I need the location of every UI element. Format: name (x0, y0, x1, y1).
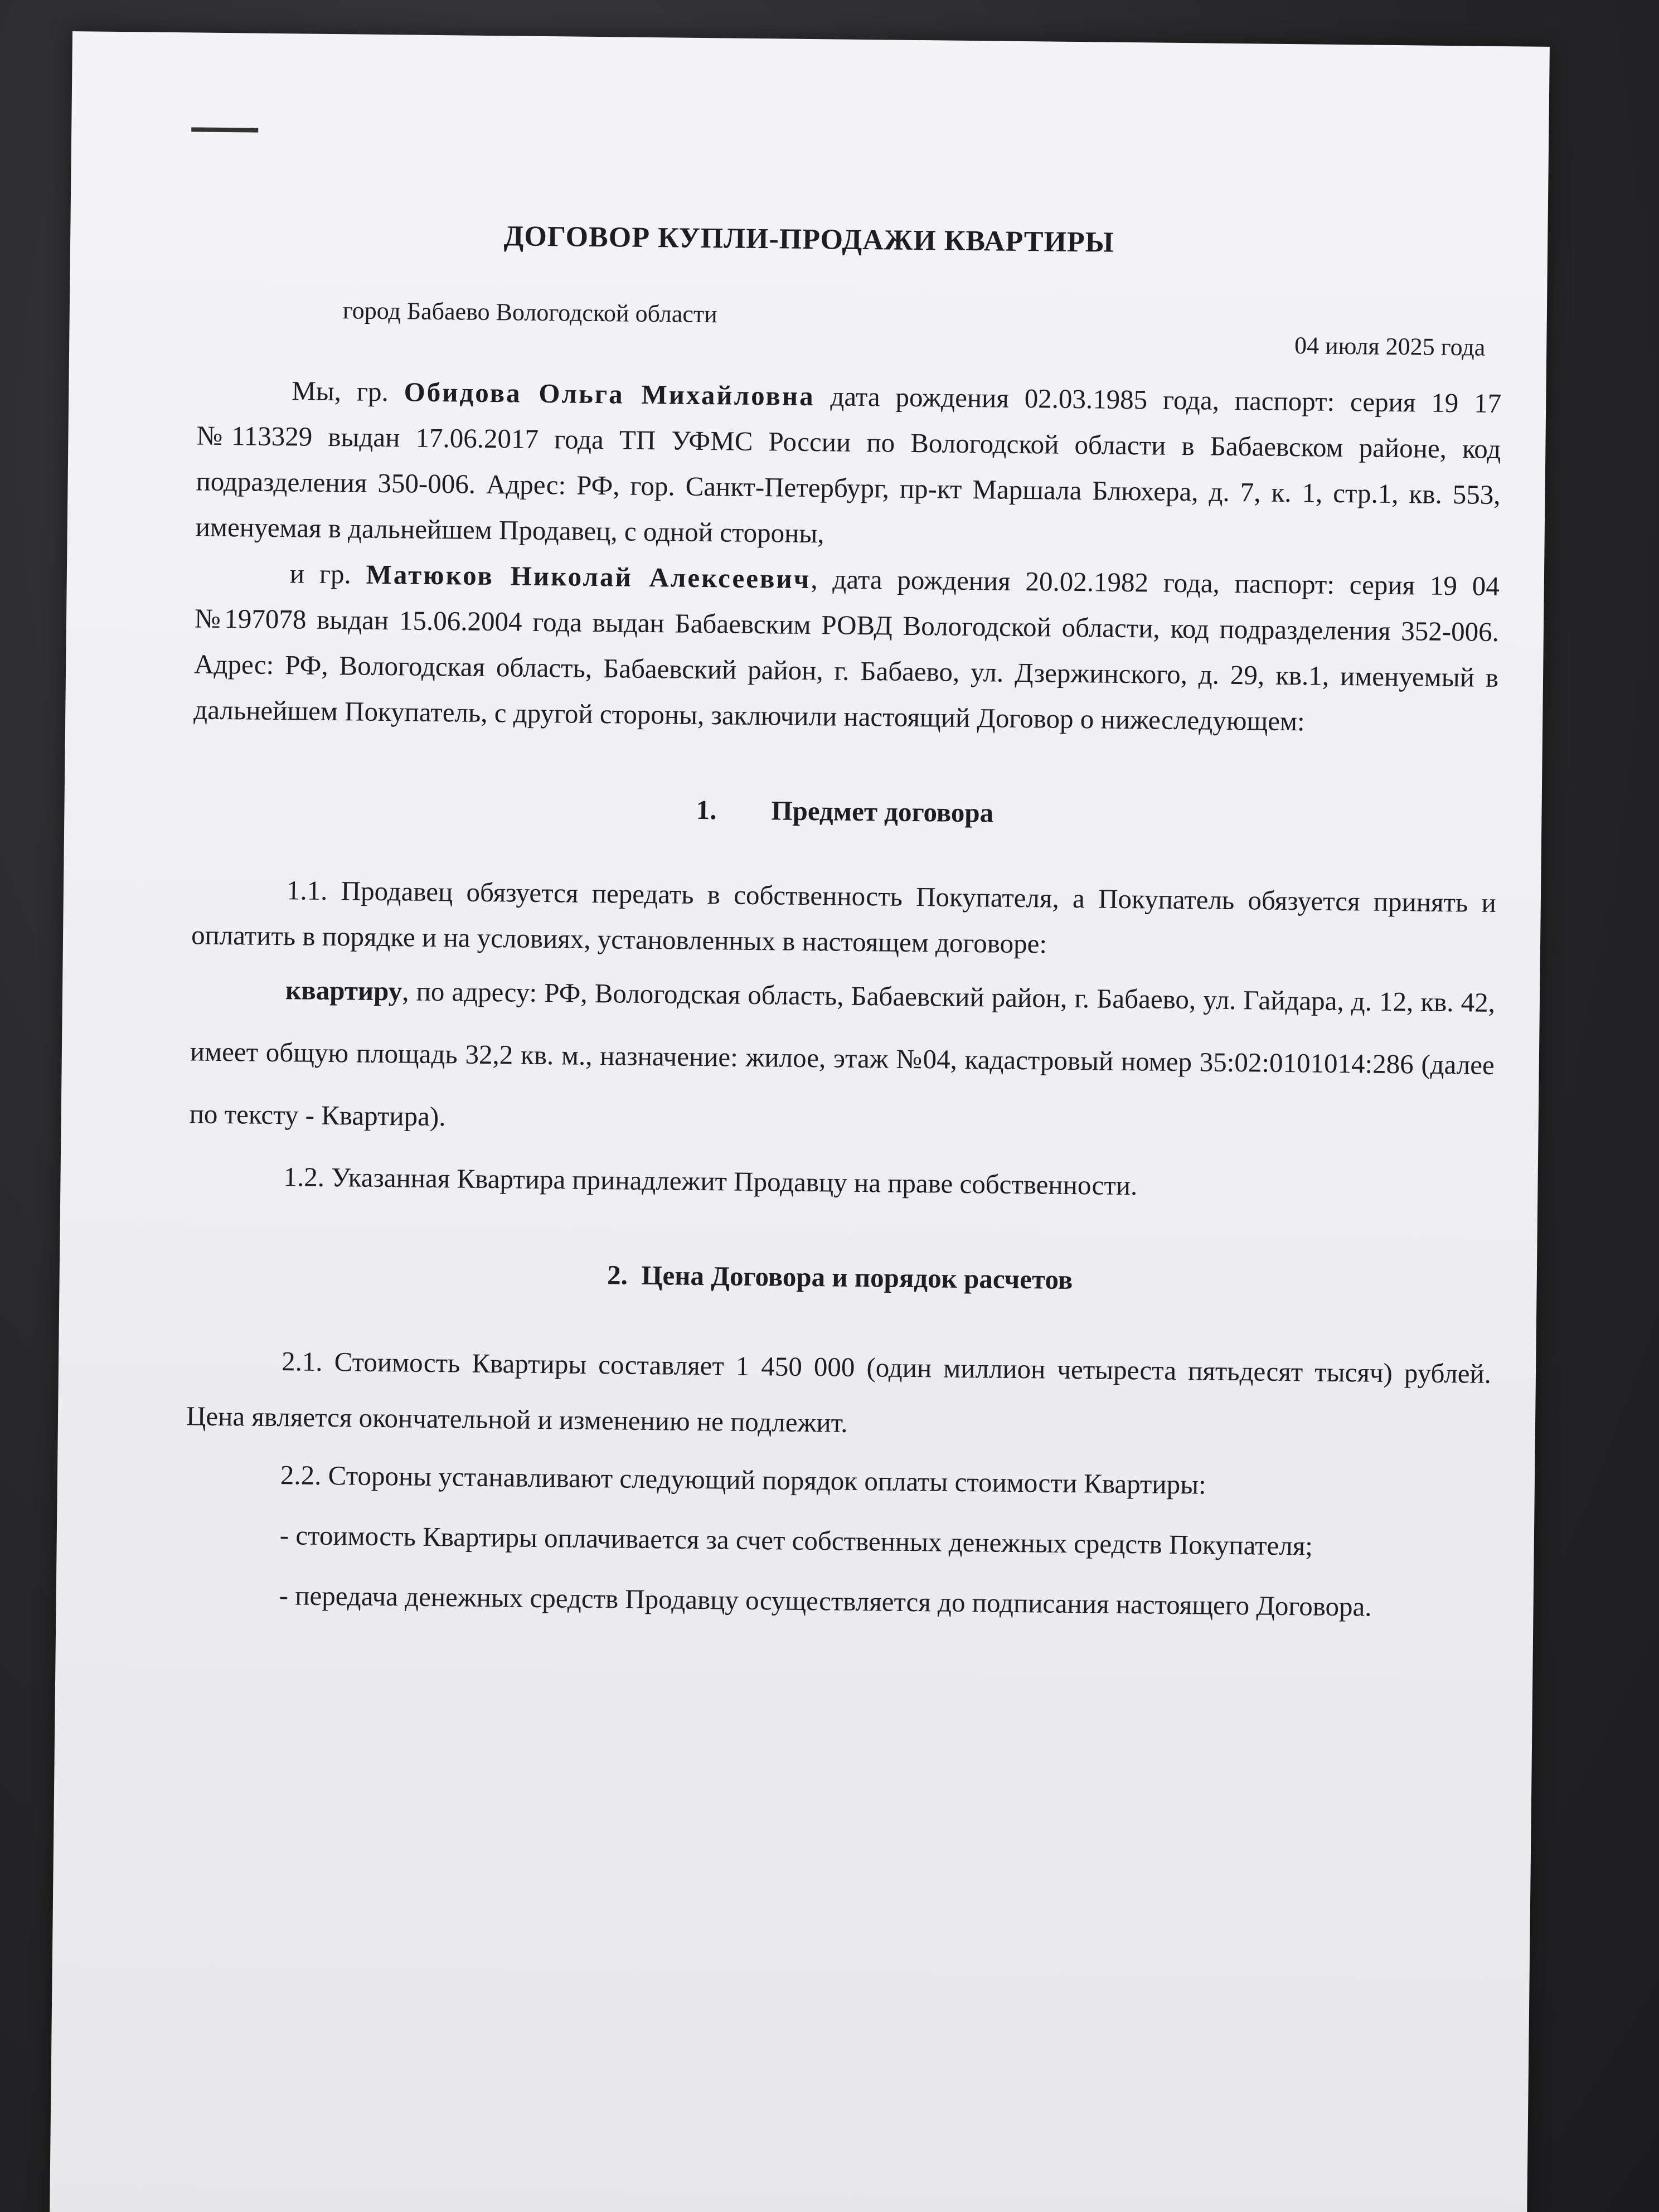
clause-2-1: 2.1. Стоимость Квартиры составляет 1 450 000 (один миллион четыреста пятьдесят тысяч) рублей. Цена является окончательной и изменению не подлежит. (186, 1346, 1492, 1438)
apartment-bold-label: квартиру (285, 974, 402, 1007)
buyer-details: , дата рождения 20.02.1982 года, паспорт: серия 19 04 №197078 выдан 15.06.2004 года выдан Бабаевским РОВД Вологодской области, код подразделения 352-006. Адрес: РФ, Вологодская область, Бабаевский район, г. Бабаево, ул. Дзержинского, д. 29, кв.1, именуемый в дальнейшем Покупатель, с другой стороны, заключили настоящий Договор о нижеследующем: (193, 564, 1500, 737)
document-title: ДОГОВОР КУПЛИ-ПРОДАЖИ КВАРТИРЫ (503, 220, 1115, 259)
seller-prefix: Мы, гр. (292, 375, 404, 408)
document-body (184, 367, 1501, 1638)
buyer-name: Матюков Николай Алексеевич (366, 559, 811, 595)
section-1-heading: 1. Предмет договора (696, 794, 994, 828)
section-2-heading: 2. Цена Договора и порядок расчетов (607, 1259, 1073, 1296)
clause-1-2: 1.2. Указанная Квартира принадлежит Продавцу на праве собственности. (283, 1161, 1138, 1201)
apartment-details: , по адресу: РФ, Вологодская область, Бабаевский район, г. Бабаево, ул. Гайдара, д. 12, кв. 42, имеет общую площадь 32,2 кв. м., назначение: жилое, этаж №04, кадастровый номер 35:02:0101014:286 (далее по тексту - Квартира). (189, 976, 1496, 1132)
payment-bullet-1: - стоимость Квартиры оплачивается за счет собственных денежных средств Покупателя; (279, 1520, 1313, 1561)
payment-bullet-2: - передача денежных средств Продавцу осуществляется до подписания настоящего Договора. (279, 1580, 1372, 1622)
seller-name: Обидова Ольга Михайловна (404, 376, 815, 412)
document-date: 04 июля 2025 года (1294, 332, 1486, 361)
buyer-prefix: и гр. (289, 558, 366, 590)
seller-paragraph (195, 367, 1501, 564)
document-city: город Бабаево Вологодской области (342, 297, 717, 328)
buyer-paragraph (193, 550, 1500, 746)
clause-1-1: 1.1. Продавец обязуется передать в собственность Покупателя, а Покупатель обязуется принять и оплатить в порядке и на условиях, установленных в настоящем договоре: (191, 875, 1497, 959)
seller-details: дата рождения 02.03.1985 года, паспорт: серия 19 17 №113329 выдан 17.06.2017 года ТП УФМС России по Вологодской области в Бабаевском районе, код подразделения 350-006. Адрес: РФ, гор. Санкт-Петербург, пр-кт Маршала Блюхера, д. 7, к. 1, стр.1, кв. 553, именуемая в дальнейшем Продавец, с одной стороны, (195, 381, 1502, 549)
margin-dash-mark (191, 127, 258, 132)
apartment-description (189, 958, 1495, 1158)
contract-page (50, 31, 1550, 2212)
clause-2-2: 2.2. Стороны устанавливают следующий порядок оплаты стоимости Квартиры: (280, 1459, 1206, 1500)
